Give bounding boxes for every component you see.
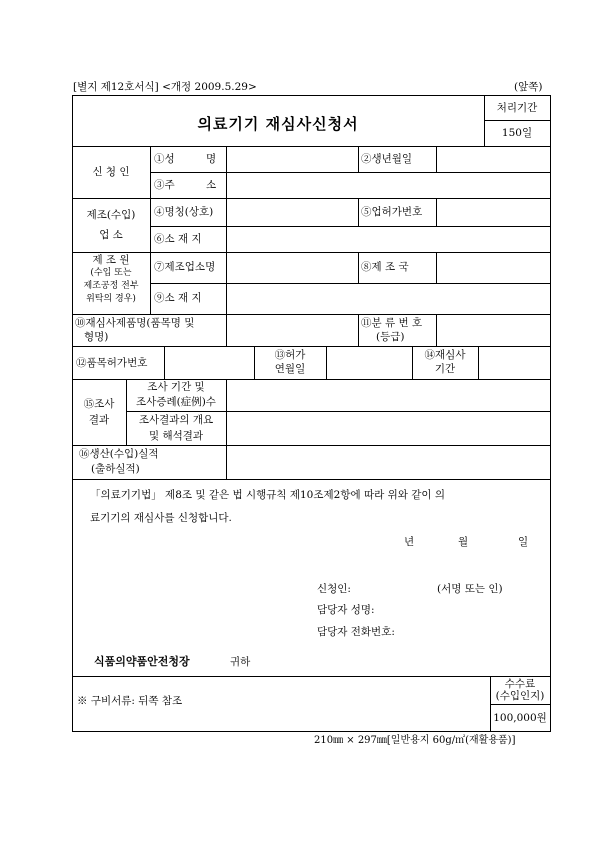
form-number: [별지 제12호서식] <개정 2009.5.29> <box>73 81 257 93</box>
review-period-label-1: ⑭재심사 <box>424 349 466 361</box>
fee-label-2: (수입인지) <box>495 690 545 702</box>
classification-label-1: ⑪분 류 번 호 <box>361 317 423 329</box>
classification-label-2: (등급) <box>376 331 405 343</box>
line <box>226 379 227 445</box>
survey-period-label-2: 조사증례(症例)수 <box>136 396 216 408</box>
frame-top <box>72 95 550 96</box>
line <box>150 283 550 284</box>
line <box>358 252 359 283</box>
line <box>126 411 550 412</box>
line <box>72 146 550 147</box>
required-documents-note: ※ 구비서류: 뒤쪽 참조 <box>77 695 183 707</box>
manufacturer-group-label-4: 위탁의 경우) <box>86 294 136 304</box>
name-label: ①성 명 <box>154 153 217 165</box>
line <box>478 346 479 379</box>
product-name-label-2: 형명) <box>84 331 109 343</box>
processing-period-value: 150일 <box>501 127 533 139</box>
product-permit-number-label: ⑫품목허가번호 <box>76 357 148 369</box>
line <box>326 346 327 379</box>
survey-group-label-2: 결과 <box>88 414 110 426</box>
date-day-label: 일 <box>518 536 529 548</box>
fee-label-1: 수수료 <box>504 678 536 690</box>
manufacturer-group-label-1: 제 조 원 <box>92 254 130 266</box>
production-label-1: ⑯생산(수입)실적 <box>79 448 159 460</box>
applicant-signature-label: 신청인: <box>317 583 351 595</box>
line <box>150 146 151 314</box>
staff-phone-label: 담당자 전화번호: <box>317 626 395 638</box>
line <box>150 172 550 173</box>
line <box>72 252 550 253</box>
line <box>358 314 359 346</box>
business-license-label: ⑤업허가번호 <box>361 206 423 218</box>
line <box>484 120 550 121</box>
statement-line-2: 료기기의 재심사를 신청합니다. <box>90 512 232 524</box>
statement-line-1: 「의료기기법」 제8조 및 같은 법 시행규칙 제10조제2항에 따라 위와 같이 의 <box>90 489 445 501</box>
date-year-label: 년 <box>404 536 415 548</box>
line <box>358 146 359 172</box>
page-side-label: (앞쪽) <box>514 81 543 93</box>
review-period-label-2: 기간 <box>434 363 456 375</box>
birthdate-label: ②생년월일 <box>361 153 413 165</box>
manufacturer-name-label: ⑦제조업소명 <box>154 261 216 273</box>
line <box>436 198 437 226</box>
line <box>72 445 550 446</box>
permit-date-label-2: 연월일 <box>274 363 306 375</box>
line <box>436 314 437 346</box>
line <box>226 314 227 346</box>
survey-summary-label-2: 및 해석결과 <box>148 430 204 442</box>
manufacturer-location-label: ⑨소 재 지 <box>154 292 202 304</box>
line <box>150 226 550 227</box>
recipient-honorific: 귀하 <box>230 656 251 668</box>
date-month-label: 월 <box>458 536 469 548</box>
permit-date-label-1: ⑬허가 <box>274 349 306 361</box>
recipient-name: 식품의약품안전청장 <box>94 655 190 668</box>
line <box>72 379 550 380</box>
line <box>72 479 550 480</box>
line <box>226 146 227 252</box>
line <box>164 346 165 379</box>
business-group-label-1: 제조(수입) <box>86 209 136 221</box>
company-name-label: ④명칭(상호) <box>154 206 214 218</box>
fee-value: 100,000원 <box>493 712 547 724</box>
processing-period-label: 처리기간 <box>496 102 538 114</box>
survey-group-label-1: ⑮조사 <box>83 398 115 410</box>
line <box>226 252 227 314</box>
survey-summary-label-1: 조사결과의 개요 <box>138 414 214 426</box>
line <box>72 198 550 199</box>
frame-right <box>550 95 551 732</box>
business-group-label-2: 업 소 <box>99 229 123 241</box>
manufacturer-country-label: ⑧제 조 국 <box>361 261 409 273</box>
line <box>358 198 359 226</box>
staff-name-label: 담당자 성명: <box>317 604 375 616</box>
business-location-label: ⑥소 재 지 <box>154 233 202 245</box>
line <box>72 314 550 315</box>
manufacturer-group-label-2: (수입 또는 <box>90 268 132 278</box>
frame-bottom <box>72 731 550 732</box>
paper-spec: 210㎜ × 297㎜[일반용지 60g/㎡(재활용품)] <box>314 735 516 746</box>
manufacturer-group-label-3: 제조공정 전부 <box>83 281 139 291</box>
line <box>72 676 550 677</box>
production-label-2: (출하실적) <box>91 463 140 475</box>
product-name-label-1: ⑩재심사제품명(품목명 및 <box>75 317 195 329</box>
applicant-group-label: 신 청 인 <box>92 166 130 178</box>
line <box>436 146 437 172</box>
address-label: ③주 소 <box>154 179 217 191</box>
line <box>226 445 227 479</box>
signature-note: (서명 또는 인) <box>437 583 503 595</box>
survey-period-label-1: 조사 기간 및 <box>147 381 205 393</box>
line <box>436 252 437 283</box>
line <box>490 704 550 705</box>
page-title: 의료기기 재심사신청서 <box>197 115 359 133</box>
